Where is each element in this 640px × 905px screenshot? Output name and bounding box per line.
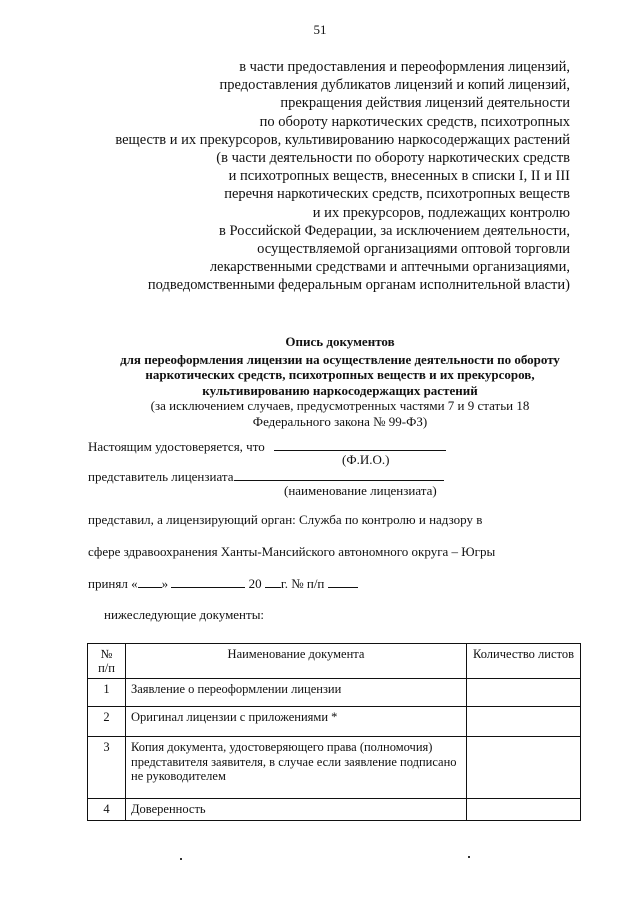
header-line: в части предоставления и переоформления лицензий, (239, 59, 570, 75)
title-line: наркотических средств, психотропных веществ и их прекурсоров, (145, 367, 535, 382)
row-qty[interactable] (467, 679, 581, 707)
scan-speck (468, 856, 470, 858)
accepted-quote-close: » (161, 576, 169, 591)
certify-label: Настоящим удостоверяется, что (88, 439, 265, 454)
table-row (88, 737, 581, 799)
header-line: прекращения действия лицензий деятельности (280, 95, 570, 112)
header-line: в Российской Федерации, за исключением деятельности, (219, 222, 570, 239)
title-note-line: Федерального закона № 99-ФЗ) (252, 413, 428, 429)
table-row (88, 679, 581, 707)
following-docs-label: нижеследующие документы: (104, 607, 265, 622)
accepted-line (88, 575, 358, 592)
row-num: 3 (88, 737, 126, 799)
row-qty[interactable] (467, 737, 581, 799)
header-name: Наименование документа (126, 644, 467, 679)
title-line: культивированию наркосодержащих растений (202, 382, 478, 398)
title-note-line: (за исключением случаев, предусмотренных частями 7 и 9 статьи 18 (150, 398, 530, 413)
number-blank[interactable] (328, 575, 358, 588)
header-line: перечня наркотических средств, психотропных веществ (224, 186, 570, 203)
header-line: предоставления дубликатов лицензий и копий лицензий, (219, 77, 570, 94)
row-qty[interactable] (467, 707, 581, 737)
scan-speck (180, 858, 182, 860)
table-row (88, 707, 581, 737)
accepted-year: 20 (248, 576, 262, 591)
header-line: подведомственными федеральным органам исполнительной власти) (147, 277, 570, 294)
header-reference-block (50, 58, 570, 295)
row-qty[interactable] (467, 799, 581, 821)
header-line: и психотропных веществ, внесенных в списки I, II и III (228, 168, 570, 185)
accepted-year-suffix: г. № п/п (280, 576, 325, 591)
row-num: 1 (88, 679, 126, 707)
row-num: 4 (88, 799, 126, 821)
header-line: по обороту наркотических средств, психотропных (259, 113, 570, 130)
page-number: 51 (313, 22, 327, 37)
sphere-line: сфере здравоохранения Ханты-Мансийского автономного округа – Югры (88, 544, 496, 559)
row-name: Оригинал лицензии с приложениями * (126, 707, 467, 737)
licensee-blank[interactable] (234, 468, 444, 481)
accepted-prefix: принял « (88, 576, 138, 591)
licensee-caption: (наименование лицензиата) (284, 483, 437, 498)
documents-table (87, 643, 581, 821)
day-blank[interactable] (138, 575, 162, 588)
fio-blank[interactable] (274, 438, 446, 451)
header-num: № п/п (88, 644, 126, 679)
header-line: осуществляемой организациями оптовой торговли (257, 241, 570, 258)
row-name: Копия документа, удостоверяющего права (полномочия) представителя заявителя, в случае если заявление подписано не руководителем (126, 737, 467, 799)
table-row (88, 799, 581, 821)
header-line: и их прекурсоров, подлежащих контролю (312, 204, 570, 221)
document-title-block (90, 334, 590, 429)
title-line: для переоформления лицензии на осуществление деятельности по обороту (120, 351, 560, 367)
submitted-line: представил, а лицензирующий орган: Служба по контролю и надзору в (88, 512, 483, 527)
table-header-row (88, 644, 581, 679)
representative-label: представитель лицензиата (88, 469, 234, 484)
certify-line (88, 438, 446, 455)
row-name: Доверенность (126, 799, 467, 821)
header-line: лекарственными средствами и аптечными организациями, (209, 259, 570, 276)
row-num: 2 (88, 707, 126, 737)
year-blank[interactable] (265, 575, 281, 588)
header-line: веществ и их прекурсоров, культивированию наркосодержащих растений (115, 131, 570, 148)
document-title: Опись документов (285, 334, 395, 349)
header-qty: Количество листов (467, 644, 581, 679)
row-name: Заявление о переоформлении лицензии (126, 679, 467, 707)
month-blank[interactable] (171, 575, 245, 588)
header-line: (в части деятельности по обороту наркотических средств (216, 150, 570, 167)
fio-caption: (Ф.И.О.) (342, 452, 390, 467)
